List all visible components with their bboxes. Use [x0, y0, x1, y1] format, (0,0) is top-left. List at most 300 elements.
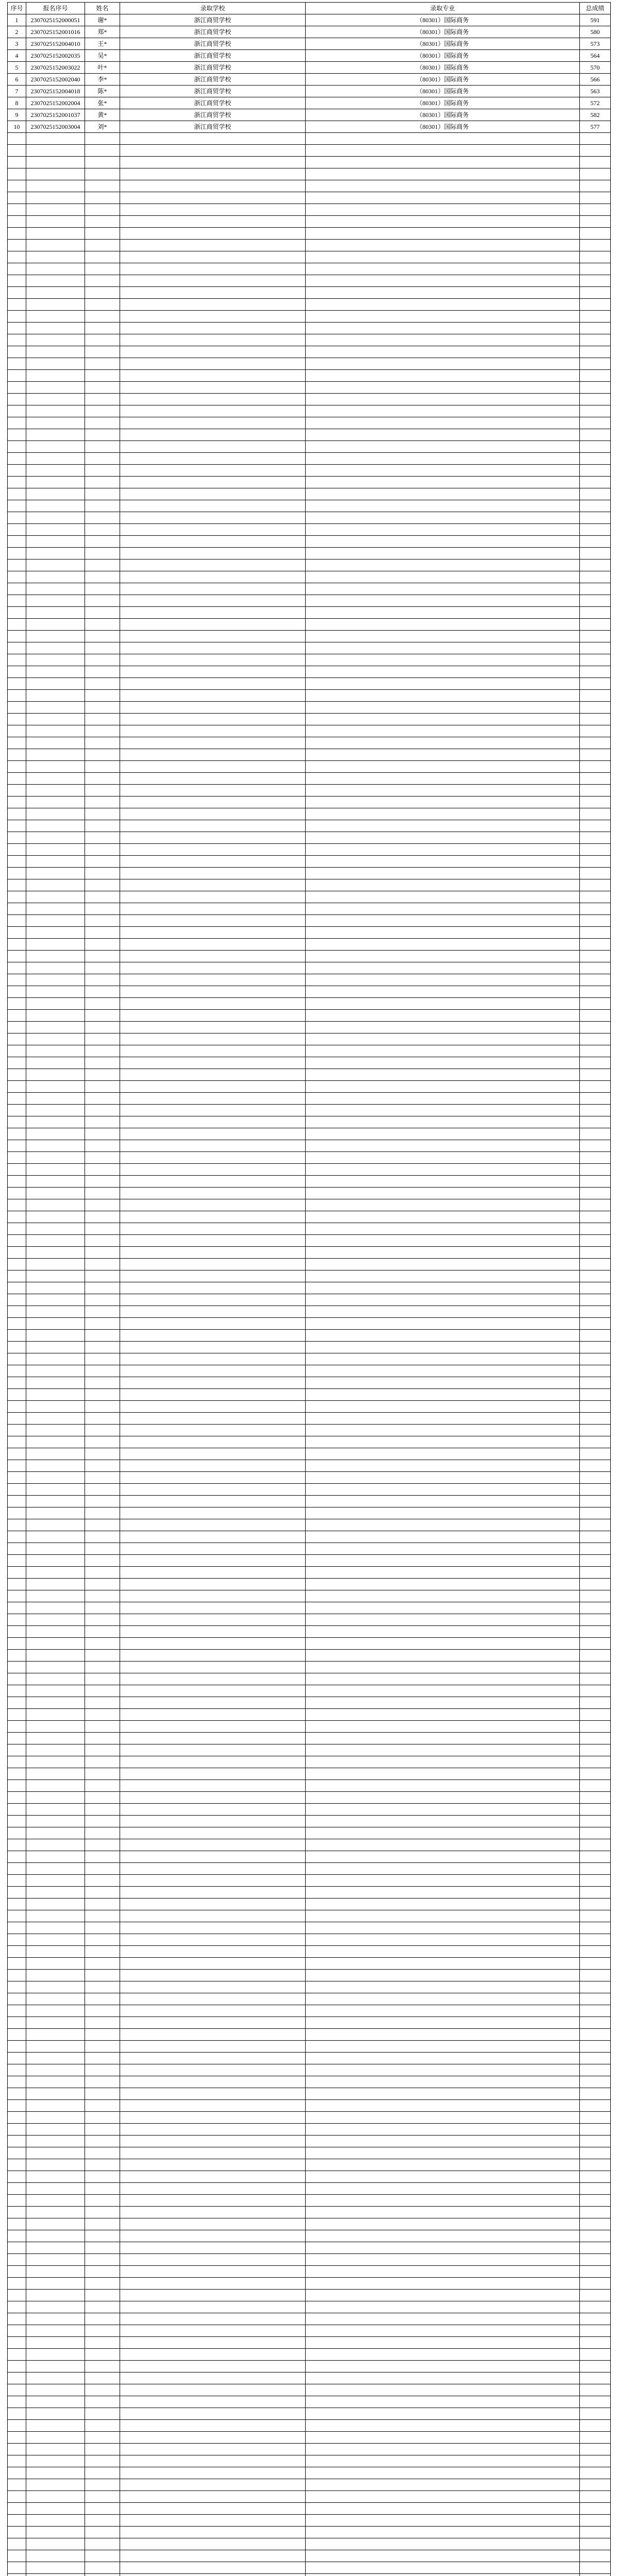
empty-cell	[26, 951, 85, 962]
table-row-empty	[8, 844, 611, 856]
col-header-registration: 报名序号	[26, 3, 85, 14]
empty-cell	[85, 962, 120, 974]
table-row-empty	[8, 536, 611, 548]
empty-cell	[26, 749, 85, 761]
empty-cell	[85, 642, 120, 654]
empty-cell	[26, 1081, 85, 1093]
empty-cell	[306, 796, 580, 808]
empty-cell	[26, 2242, 85, 2254]
empty-cell	[8, 2100, 26, 2112]
cell-name: 叶*	[85, 62, 120, 74]
empty-cell	[580, 1413, 611, 1425]
empty-cell	[8, 1318, 26, 1330]
empty-cell	[8, 974, 26, 986]
table-row	[8, 38, 611, 50]
empty-cell	[26, 2053, 85, 2064]
empty-cell	[85, 1448, 120, 1460]
empty-cell	[120, 1531, 306, 1543]
empty-cell	[26, 1981, 85, 1993]
empty-cell	[306, 1353, 580, 1365]
empty-cell	[85, 346, 120, 358]
empty-cell	[85, 1602, 120, 1614]
empty-cell	[306, 1507, 580, 1519]
table-row-empty	[8, 2479, 611, 2491]
empty-cell	[306, 1318, 580, 1330]
empty-cell	[306, 216, 580, 228]
table-row-empty	[8, 2100, 611, 2112]
empty-cell	[8, 642, 26, 654]
empty-cell	[120, 927, 306, 939]
empty-cell	[85, 2124, 120, 2136]
empty-cell	[580, 2242, 611, 2254]
cell-major: （80301）国际商务	[306, 109, 580, 121]
empty-cell	[8, 488, 26, 500]
empty-cell	[580, 1946, 611, 1958]
empty-cell	[580, 595, 611, 607]
empty-cell	[306, 773, 580, 785]
empty-cell	[26, 1744, 85, 1756]
empty-cell	[306, 2041, 580, 2053]
empty-cell	[85, 2254, 120, 2266]
empty-cell	[8, 1792, 26, 1804]
empty-cell	[120, 773, 306, 785]
empty-cell	[306, 1377, 580, 1389]
empty-cell	[85, 2100, 120, 2112]
empty-cell	[120, 1662, 306, 1673]
table-row-empty	[8, 927, 611, 939]
empty-cell	[580, 951, 611, 962]
table-row-empty	[8, 1768, 611, 1780]
empty-cell	[8, 2527, 26, 2538]
empty-cell	[306, 512, 580, 524]
empty-cell	[120, 951, 306, 962]
admission-table	[7, 2, 611, 2576]
cell-score: 580	[580, 26, 611, 38]
table-row-empty	[8, 1756, 611, 1768]
empty-cell	[120, 2467, 306, 2479]
empty-cell	[120, 1116, 306, 1128]
empty-cell	[306, 1270, 580, 1282]
empty-cell	[8, 251, 26, 263]
empty-cell	[120, 1496, 306, 1507]
empty-cell	[8, 2538, 26, 2550]
empty-cell	[580, 820, 611, 832]
empty-cell	[120, 808, 306, 820]
empty-cell	[8, 1057, 26, 1069]
empty-cell	[85, 619, 120, 631]
empty-cell	[580, 2515, 611, 2527]
empty-cell	[85, 1140, 120, 1152]
table-row-empty	[8, 820, 611, 832]
table-row-empty	[8, 1685, 611, 1697]
table-row-empty	[8, 323, 611, 334]
empty-cell	[85, 2159, 120, 2171]
cell-major: （80301）国际商务	[306, 121, 580, 133]
empty-cell	[120, 2301, 306, 2313]
empty-cell	[8, 1970, 26, 1981]
empty-cell	[26, 619, 85, 631]
empty-cell	[85, 1827, 120, 1839]
empty-cell	[85, 477, 120, 488]
empty-cell	[8, 1389, 26, 1401]
table-row-empty	[8, 240, 611, 251]
empty-cell	[85, 1887, 120, 1899]
empty-cell	[306, 879, 580, 891]
empty-cell	[120, 560, 306, 571]
empty-cell	[26, 2444, 85, 2455]
empty-cell	[306, 1306, 580, 1318]
empty-cell	[26, 714, 85, 725]
empty-cell	[120, 1093, 306, 1105]
empty-cell	[306, 1816, 580, 1827]
empty-cell	[306, 1330, 580, 1342]
empty-cell	[8, 216, 26, 228]
empty-cell	[26, 1176, 85, 1188]
empty-cell	[85, 607, 120, 619]
empty-cell	[306, 334, 580, 346]
cell-school: 浙江商贸学校	[120, 38, 306, 50]
empty-cell	[8, 2444, 26, 2455]
empty-cell	[26, 2183, 85, 2195]
empty-cell	[120, 1804, 306, 1816]
empty-cell	[8, 962, 26, 974]
empty-cell	[8, 1981, 26, 1993]
empty-cell	[26, 1555, 85, 1567]
empty-cell	[26, 240, 85, 251]
empty-cell	[26, 832, 85, 844]
empty-cell	[85, 1496, 120, 1507]
empty-cell	[8, 1164, 26, 1176]
table-row-empty	[8, 1958, 611, 1970]
table-row-empty	[8, 1567, 611, 1579]
empty-cell	[580, 725, 611, 737]
empty-cell	[580, 2372, 611, 2384]
empty-cell	[120, 2408, 306, 2420]
empty-cell	[26, 939, 85, 951]
empty-cell	[26, 998, 85, 1010]
empty-cell	[580, 453, 611, 465]
empty-cell	[85, 1235, 120, 1247]
table-row-empty	[8, 796, 611, 808]
empty-cell	[120, 1413, 306, 1425]
empty-cell	[8, 1259, 26, 1270]
empty-cell	[26, 1709, 85, 1721]
empty-cell	[8, 2254, 26, 2266]
empty-cell	[580, 1804, 611, 1816]
col-header-school: 录取学校	[120, 3, 306, 14]
empty-cell	[580, 1033, 611, 1045]
table-row-empty	[8, 2064, 611, 2076]
table-row-empty	[8, 477, 611, 488]
table-row	[8, 62, 611, 74]
table-row-empty	[8, 1069, 611, 1081]
table-row-empty	[8, 678, 611, 690]
empty-cell	[306, 299, 580, 311]
empty-cell	[85, 595, 120, 607]
empty-cell	[85, 382, 120, 394]
empty-cell	[85, 370, 120, 382]
table-row-empty	[8, 868, 611, 879]
empty-cell	[26, 275, 85, 287]
cell-school: 浙江商贸学校	[120, 97, 306, 109]
empty-cell	[85, 1531, 120, 1543]
empty-cell	[120, 1827, 306, 1839]
empty-cell	[306, 1413, 580, 1425]
empty-cell	[580, 583, 611, 595]
empty-cell	[120, 1318, 306, 1330]
empty-cell	[8, 548, 26, 560]
empty-cell	[306, 1685, 580, 1697]
empty-cell	[306, 2183, 580, 2195]
table-row-empty	[8, 2029, 611, 2041]
empty-cell	[306, 1342, 580, 1353]
empty-cell	[85, 2029, 120, 2041]
empty-cell	[306, 1614, 580, 1626]
table-row-empty	[8, 631, 611, 642]
cell-name: 吴*	[85, 50, 120, 62]
empty-cell	[8, 1816, 26, 1827]
empty-cell	[580, 2432, 611, 2444]
empty-cell	[8, 1401, 26, 1413]
table-row-empty	[8, 145, 611, 157]
empty-cell	[306, 1057, 580, 1069]
empty-cell	[8, 1188, 26, 1199]
header-row	[8, 3, 611, 14]
empty-cell	[85, 1436, 120, 1448]
empty-cell	[26, 879, 85, 891]
empty-cell	[120, 642, 306, 654]
empty-cell	[26, 2515, 85, 2527]
empty-cell	[85, 1389, 120, 1401]
empty-cell	[26, 2017, 85, 2029]
empty-cell	[306, 2408, 580, 2420]
empty-cell	[580, 358, 611, 370]
empty-cell	[26, 1472, 85, 1484]
empty-cell	[85, 879, 120, 891]
empty-cell	[580, 2266, 611, 2278]
empty-cell	[26, 2301, 85, 2313]
empty-cell	[8, 2420, 26, 2432]
empty-cell	[26, 1353, 85, 1365]
empty-cell	[85, 1282, 120, 1294]
empty-cell	[26, 465, 85, 477]
table-row-empty	[8, 2503, 611, 2515]
empty-cell	[306, 1733, 580, 1744]
empty-cell	[580, 2136, 611, 2147]
empty-cell	[85, 1981, 120, 1993]
empty-cell	[580, 1827, 611, 1839]
empty-cell	[580, 1152, 611, 1164]
empty-cell	[26, 1223, 85, 1235]
empty-cell	[26, 204, 85, 216]
empty-cell	[580, 1188, 611, 1199]
empty-cell	[306, 1744, 580, 1756]
empty-cell	[8, 1650, 26, 1662]
empty-cell	[85, 1650, 120, 1662]
table-row	[8, 50, 611, 62]
empty-cell	[580, 1579, 611, 1590]
empty-cell	[120, 145, 306, 157]
empty-cell	[26, 631, 85, 642]
empty-cell	[120, 2242, 306, 2254]
empty-cell	[26, 346, 85, 358]
empty-cell	[26, 488, 85, 500]
empty-cell	[26, 2313, 85, 2325]
cell-index: 8	[8, 97, 26, 109]
empty-cell	[85, 2147, 120, 2159]
empty-cell	[8, 868, 26, 879]
empty-cell	[26, 1579, 85, 1590]
empty-cell	[120, 263, 306, 275]
empty-cell	[8, 2195, 26, 2207]
empty-cell	[580, 1887, 611, 1899]
empty-cell	[580, 1519, 611, 1531]
empty-cell	[120, 1650, 306, 1662]
table-row-empty	[8, 761, 611, 773]
empty-cell	[306, 145, 580, 157]
empty-cell	[120, 1365, 306, 1377]
col-header-index: 序号	[8, 3, 26, 14]
empty-cell	[85, 1401, 120, 1413]
empty-cell	[8, 2064, 26, 2076]
empty-cell	[26, 595, 85, 607]
empty-cell	[580, 1247, 611, 1259]
empty-cell	[580, 1235, 611, 1247]
empty-cell	[8, 346, 26, 358]
empty-cell	[580, 1353, 611, 1365]
empty-cell	[120, 1045, 306, 1057]
empty-cell	[26, 2254, 85, 2266]
empty-cell	[120, 1981, 306, 1993]
table-row-empty	[8, 915, 611, 927]
empty-cell	[85, 287, 120, 299]
empty-cell	[85, 1685, 120, 1697]
empty-cell	[8, 1211, 26, 1223]
empty-cell	[26, 974, 85, 986]
empty-cell	[26, 287, 85, 299]
empty-cell	[120, 631, 306, 642]
empty-cell	[580, 240, 611, 251]
empty-cell	[120, 1484, 306, 1496]
empty-cell	[306, 607, 580, 619]
empty-cell	[306, 1792, 580, 1804]
empty-cell	[85, 1922, 120, 1934]
table-row-empty	[8, 1484, 611, 1496]
empty-cell	[85, 1460, 120, 1472]
empty-cell	[85, 1756, 120, 1768]
empty-cell	[580, 323, 611, 334]
empty-cell	[8, 1922, 26, 1934]
cell-registration: 2307025152002040	[26, 74, 85, 86]
cell-school: 浙江商贸学校	[120, 62, 306, 74]
empty-cell	[306, 2515, 580, 2527]
empty-cell	[26, 453, 85, 465]
table-row-empty	[8, 2088, 611, 2100]
empty-cell	[85, 228, 120, 240]
empty-cell	[26, 1211, 85, 1223]
empty-cell	[85, 299, 120, 311]
empty-cell	[8, 1685, 26, 1697]
empty-cell	[8, 2372, 26, 2384]
empty-cell	[306, 595, 580, 607]
empty-cell	[306, 702, 580, 714]
empty-cell	[8, 2112, 26, 2124]
empty-cell	[580, 1045, 611, 1057]
table-row-empty	[8, 1282, 611, 1294]
empty-cell	[85, 891, 120, 903]
empty-cell	[306, 1839, 580, 1851]
empty-cell	[120, 891, 306, 903]
empty-cell	[580, 251, 611, 263]
empty-cell	[8, 536, 26, 548]
empty-cell	[26, 607, 85, 619]
empty-cell	[120, 394, 306, 405]
empty-cell	[8, 1590, 26, 1602]
empty-cell	[120, 1164, 306, 1176]
empty-cell	[8, 560, 26, 571]
empty-cell	[580, 808, 611, 820]
table-row-empty	[8, 2491, 611, 2503]
empty-cell	[85, 2290, 120, 2301]
empty-cell	[120, 2384, 306, 2396]
empty-cell	[580, 216, 611, 228]
empty-cell	[26, 1958, 85, 1970]
empty-cell	[26, 2538, 85, 2550]
empty-cell	[120, 346, 306, 358]
empty-cell	[120, 1579, 306, 1590]
cell-index: 9	[8, 109, 26, 121]
empty-cell	[306, 346, 580, 358]
empty-cell	[8, 1804, 26, 1816]
table-row-empty	[8, 1981, 611, 1993]
empty-cell	[26, 1306, 85, 1318]
empty-cell	[85, 1851, 120, 1863]
empty-cell	[306, 2372, 580, 2384]
empty-cell	[26, 2372, 85, 2384]
table-row-empty	[8, 334, 611, 346]
empty-cell	[580, 868, 611, 879]
empty-cell	[580, 1602, 611, 1614]
empty-cell	[26, 2325, 85, 2337]
table-row-empty	[8, 1211, 611, 1223]
cell-index: 4	[8, 50, 26, 62]
cell-school: 浙江商贸学校	[120, 14, 306, 26]
empty-cell	[580, 1970, 611, 1981]
empty-cell	[26, 2278, 85, 2290]
empty-cell	[85, 2278, 120, 2290]
table-row-empty	[8, 1638, 611, 1650]
empty-cell	[306, 2124, 580, 2136]
empty-cell	[8, 1033, 26, 1045]
empty-cell	[580, 204, 611, 216]
empty-cell	[120, 1022, 306, 1033]
empty-cell	[85, 1342, 120, 1353]
empty-cell	[8, 1460, 26, 1472]
empty-cell	[306, 737, 580, 749]
empty-cell	[8, 1543, 26, 1555]
empty-cell	[8, 1993, 26, 2005]
empty-cell	[8, 2455, 26, 2467]
table-row-empty	[8, 1057, 611, 1069]
empty-cell	[306, 1993, 580, 2005]
empty-cell	[306, 915, 580, 927]
empty-cell	[8, 405, 26, 417]
table-row	[8, 109, 611, 121]
empty-cell	[26, 251, 85, 263]
empty-cell	[580, 1472, 611, 1484]
empty-cell	[85, 2242, 120, 2254]
empty-cell	[580, 1709, 611, 1721]
